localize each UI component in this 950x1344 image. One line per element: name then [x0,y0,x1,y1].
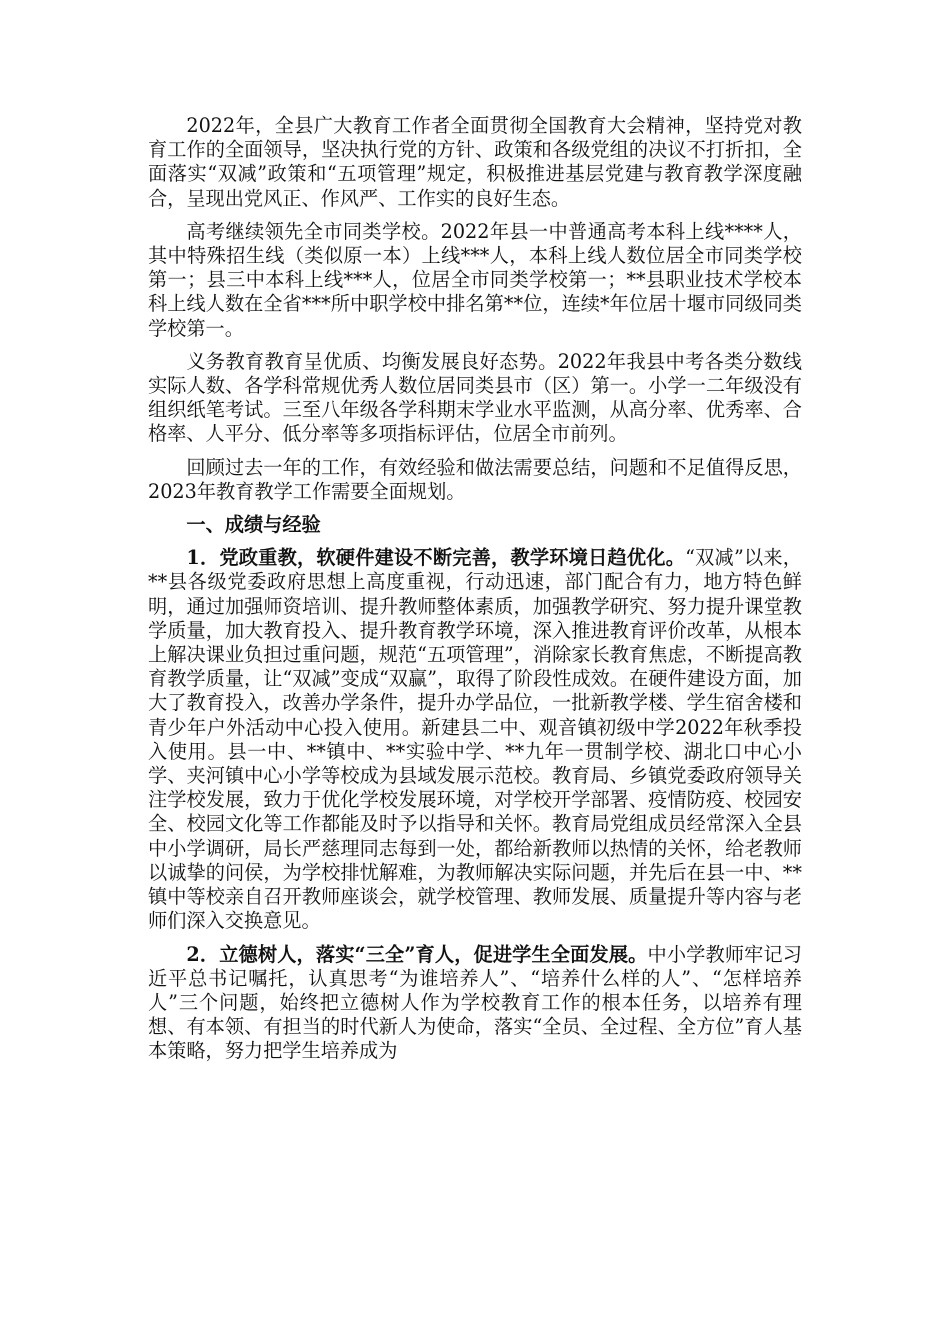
paragraph-compulsory-education: 义务教育教育呈优质、均衡发展良好态势。2022年我县中考各类分数线实际人数、各学科常规优秀人数位居同类县市（区）第一。小学一二年级没有组织纸笔考试。三至八年级各学科期末学业水平监测，从高分率、优秀率、合格率、人平分、低分率等多项指标评估，位居全市前列。 [148,349,802,446]
item-2-lead: 2．立德树人，落实“三全”育人，促进学生全面发展。 [186,942,648,966]
paragraph-intro: 2022年，全县广大教育工作者全面贯彻全国教育大会精神，坚持党对教育工作的全面领导，坚决执行党的方针、政策和各级党组的决议不打折扣，全面落实“双减”政策和“五项管理”规定，积极推进基层党建与教育教学深度融合，呈现出党风正、作风严、工作实的良好生态。 [148,114,802,210]
section-heading: 一、成绩与经验 [186,513,321,537]
item-1-lead: 1．党政重教，软硬件建设不断完善，教学环境日趋优化。 [186,546,686,570]
document-page [148,114,802,1073]
item-2 [148,943,802,1064]
paragraph-gaokao: 高考继续领先全市同类学校。2022年县一中普通高考本科上线****人，其中特殊招生线（类似原一本）上线***人，本科上线人数位居全市同类学校第一；县三中本科上线***人，位居全市同类学校第一；**县职业技术学校本科上线人数在全省***所中职学校中排名第**位，连续*年位居十堰市同级同类学校第一。 [148,219,802,340]
item-1-body: “双减”以来，**县各级党委政府思想上高度重视，行动迅速，部门配合有力，地方特色鲜明，通过加强师资培训、提升教师整体素质，加强教学研究、努力提升课堂教学质量，加大教育投入、提升教育教学环境，深入推进教育评价改革，从根本上解决课业负担过重问题，规范“五项管理”，消除家长教育焦虑，不断提高教育教学质量，让“双减”变成“双赢”，取得了阶段性成效。在硬件建设方面，加大了教育投入，改善办学条件，提升办学品位，一批新教学楼、学生宿舍楼和青少年户外活动中心投入使用。新建县二中、观音镇初级中学2022年秋季投入使用。县一中、**镇中、**实验中学、**九年一贯制学校、湖北口中心小学、夹河镇中心小学等校成为县域发展示范校。教育局、乡镇党委政府领导关注学校发展，致力于优化学校发展环境，对学校开学部署、疫情防疫、校园安全、校园文化等工作都能及时予以指导和关怀。教育局党组成员经常深入全县中小学调研，局长严慈理同志每到一处，都给新教师以热情的关怀，给老教师以诚挚的问侯，为学校排忧解难，为教师解决实际问题，并先后在县一中、**镇中等校亲自召开教师座谈会，就学校管理、教师发展、质量提升等内容与老师们深入交换意见。 [148,546,802,933]
item-2-body: 中小学教师牢记习近平总书记嘱托，认真思考“为谁培养人”、“培养什么样的人”、“怎样培养人”三个问题，始终把立德树人作为学校教育工作的根本任务，以培养有理想、有本领、有担当的时代新人为使命，落实“全员、全过程、全方位”育人基本策略，努力把学生培养成为 [148,942,802,1063]
paragraph-review: 回顾过去一年的工作，有效经验和做法需要总结，问题和不足值得反思，2023年教育教学工作需要全面规划。 [148,455,802,503]
item-1 [148,546,802,933]
